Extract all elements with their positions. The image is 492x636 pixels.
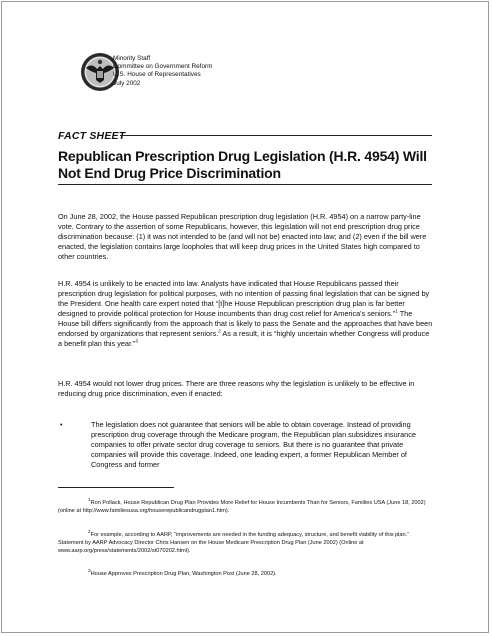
footnote-text: House Approves Prescription Drug Plan, Washington Post (June 28, 2002). <box>90 571 277 577</box>
staff-header <box>113 55 212 88</box>
footnote <box>58 531 434 555</box>
footnote-number: 3 <box>88 568 91 574</box>
footnote-number: 1 <box>88 497 91 503</box>
paragraph <box>58 279 434 349</box>
document-title: Republican Prescription Drug Legislation (H.R. 4954) Will Not End Drug Price Discrimination <box>58 148 427 181</box>
footnote-ref: 3 <box>135 338 139 344</box>
bullet-text: The legislation does not guarantee that seniors will be able to obtain coverage. Instead of providing prescription drug coverage through the Medicare program, the Republican plan subsidizes insurance companies to offer private sector drug coverage to seniors. But there is no guarantee that private companies will provide this coverage. Indeed, one leading expert, a former Republican Member of Congress and former <box>91 420 416 469</box>
footnote-text: Ron Pollack, House Republican Drug Plan Provides More Relief for House Incumbents Than for Seniors, Families USA (June 18, 2002) (online at http://www.familiesusa.org/houserepublicandrugplan1.htm). <box>58 500 426 514</box>
paragraph-text: H.R. 4954 is unlikely to be enacted into law. Analysts have indicated that House Republicans passed their prescription drug legislation for political purposes, with no intention of passing final legislation that can be signed by the President. One health care expert noted that “[t]he House Republican prescription drug plan is far better designed to provide political protection for House incumbents than drug cost relief for America's seniors.” <box>58 279 430 318</box>
footnote-rule <box>58 487 174 488</box>
fact-sheet-label: FACT SHEET <box>58 130 126 142</box>
footnote <box>58 570 434 578</box>
footnote-ref: 1 <box>395 308 398 314</box>
paragraph: H.R. 4954 would not lower drug prices. There are three reasons why the legislation is unlikely to be effective in reducing drug price discrimination, even if enacted: <box>58 379 415 398</box>
header-line: July 2002 <box>113 79 141 87</box>
title-rule-top <box>120 135 432 136</box>
footnote-number: 2 <box>88 529 91 535</box>
footnote-ref: 2 <box>218 328 221 334</box>
paragraph: On June 28, 2002, the House passed Republican prescription drug legislation (H.R. 4954) on a narrow party-line vote. Contrary to the assertion of some Republicans, however, this legislation will not end prescription drug price discrimination because: (1) it was not intended to be (and will not be) enacted into law; and (2) even if the bill were enacted, the legislation contains large loopholes that will keep drug prices in the United States high compared to other countries. <box>58 212 427 261</box>
paragraph-text: The House bill differs significantly from the approach that is likely to pass the Senate and the approaches that have been endorsed by organizations that represent seniors. <box>58 309 433 338</box>
header-line: U.S. House of Representatives <box>113 71 201 79</box>
paragraph-text: As a result, it is “highly uncertain whether Congress will produce a benefit plan this year.” <box>58 329 430 348</box>
footnote <box>58 499 434 515</box>
header-line: Minority Staff <box>113 55 151 62</box>
footnote-text: For example, according to AARP, “improvements are needed in the funding adequacy, structure, and benefit viability of this plan.” Statement by AARP Advocacy Director Chris Hansen on the House Medicare Prescription Drug Plan (June 2002) (Online at www.aarp.org/press/statements/2002/st070202.html). <box>58 532 410 554</box>
title-rule-bottom <box>58 184 432 185</box>
bullet-marker: • <box>60 420 63 429</box>
header-line: Committee on Government Reform <box>113 63 213 71</box>
